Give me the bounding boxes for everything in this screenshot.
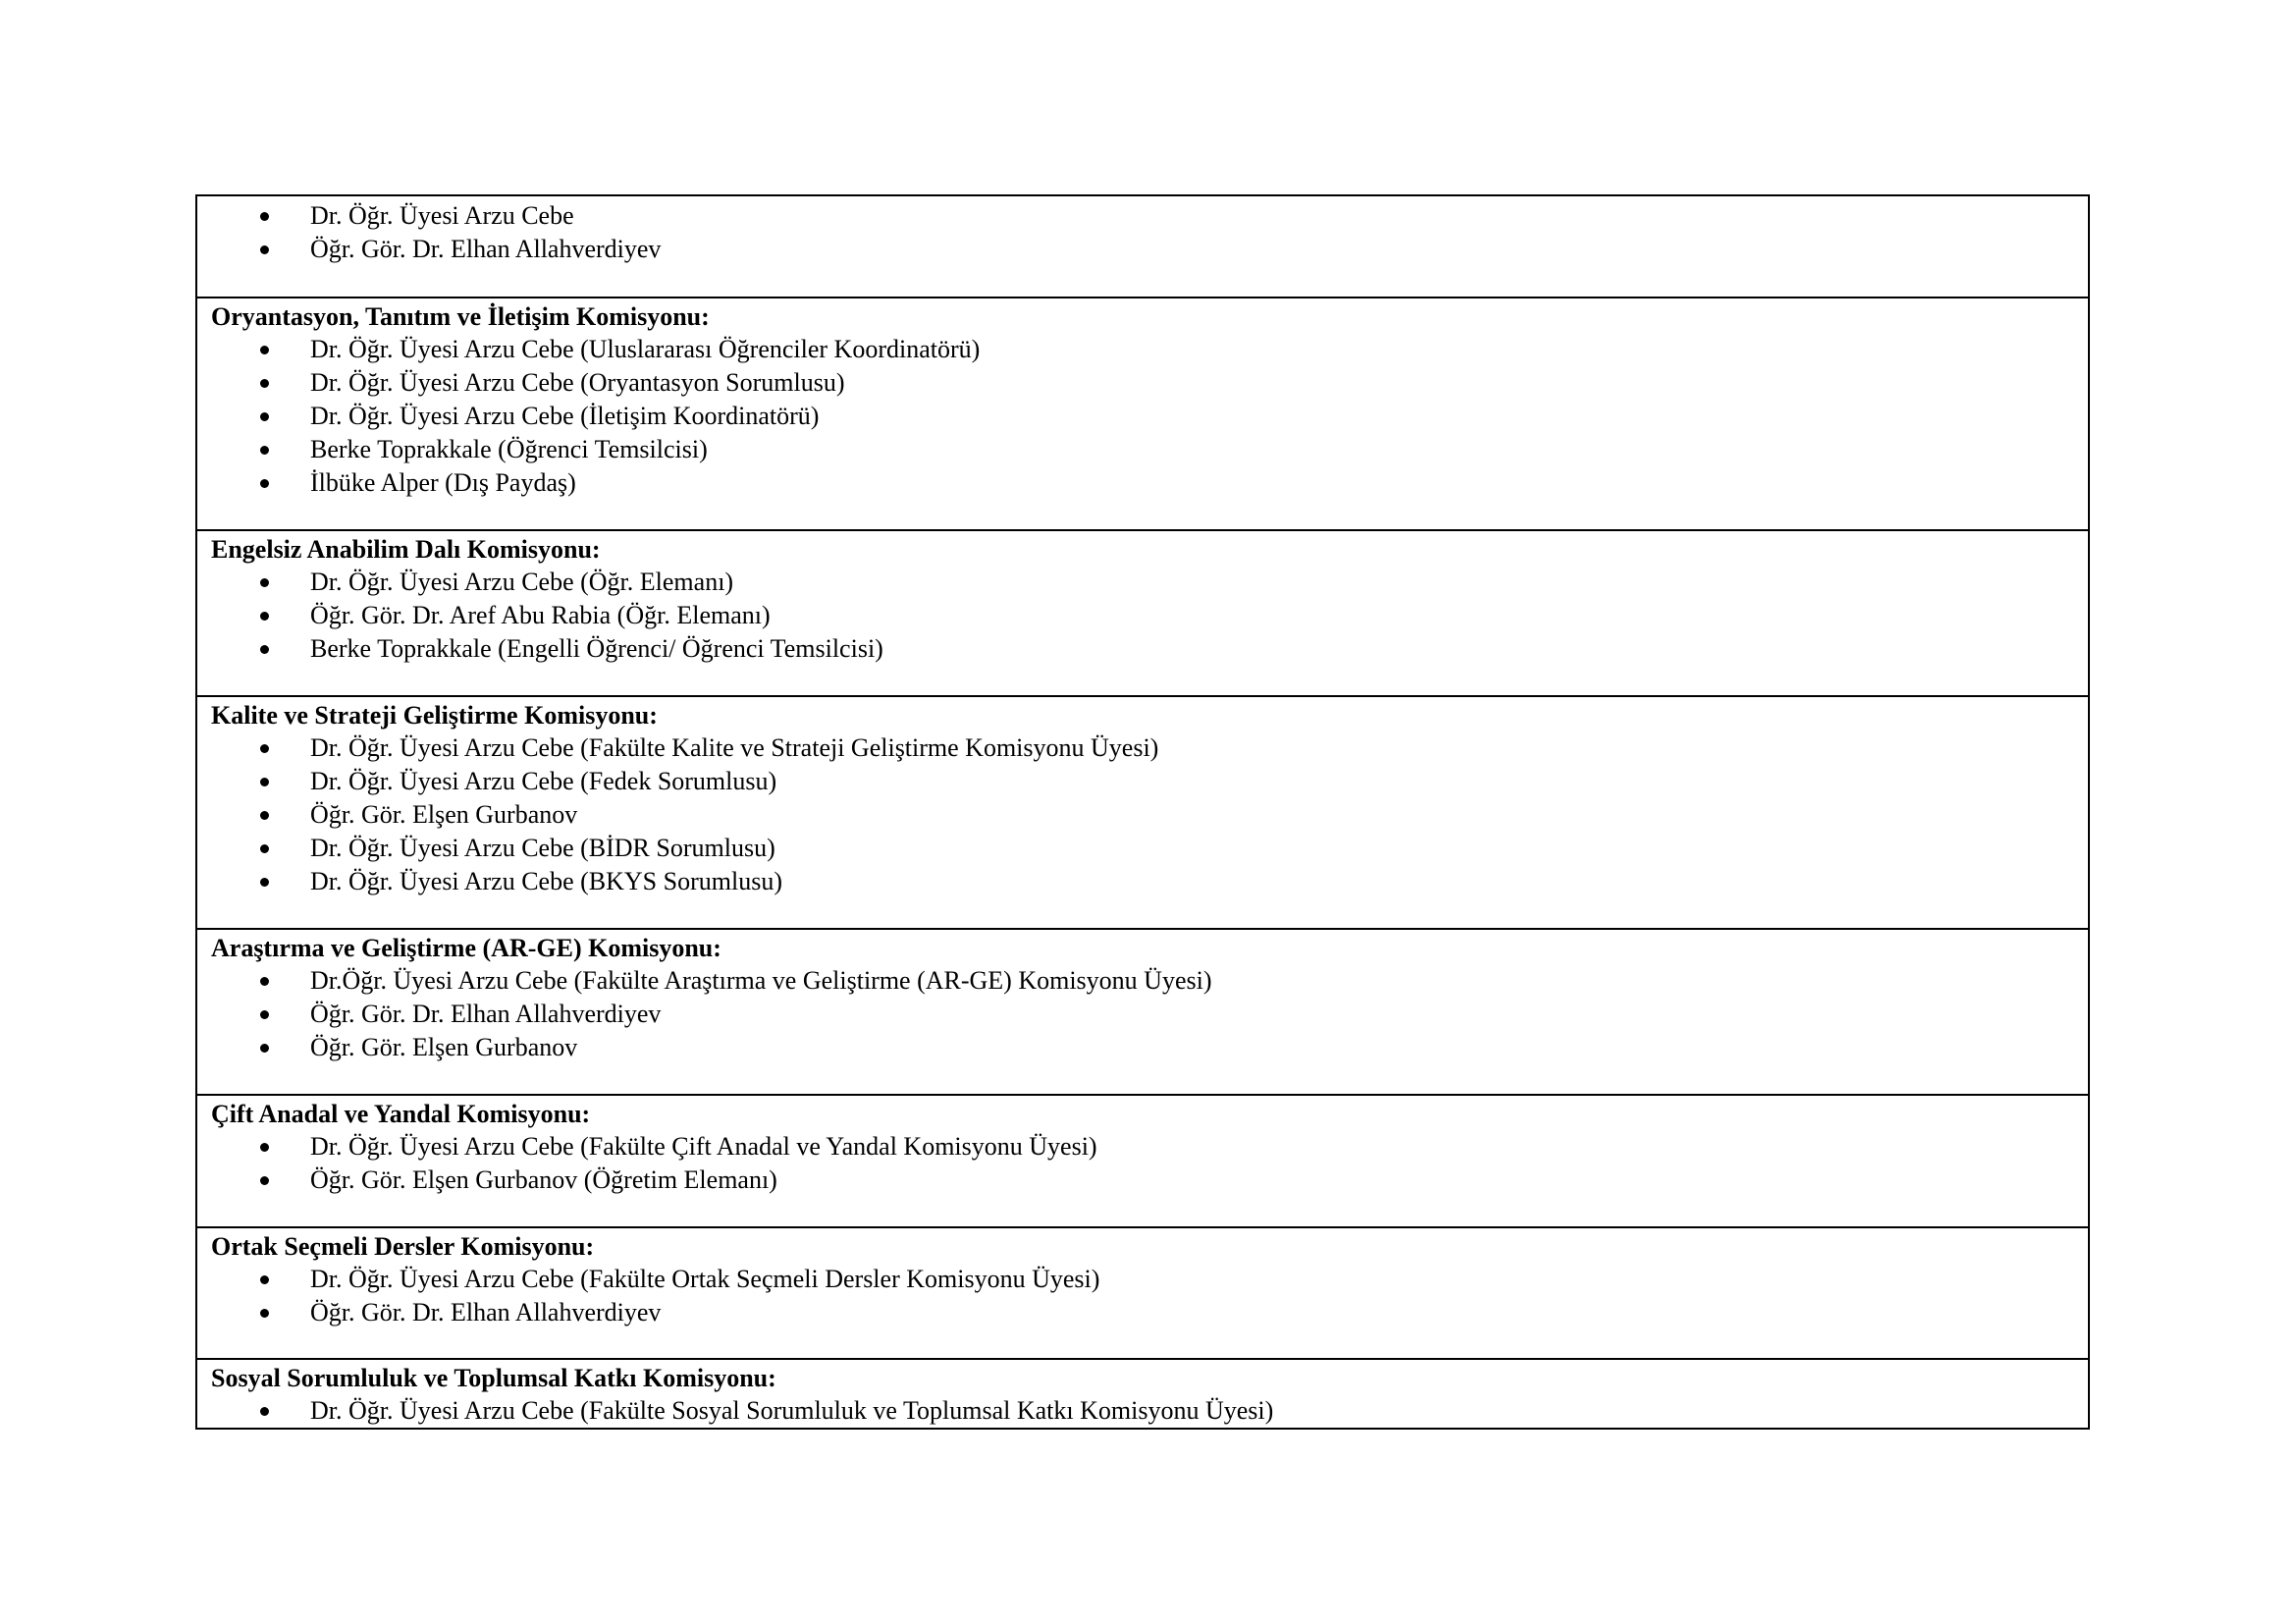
bullet-icon — [260, 1010, 269, 1019]
list-item — [211, 599, 2074, 632]
member-list — [211, 731, 2074, 898]
member-name: Dr. Öğr. Üyesi Arzu Cebe (Öğr. Elemanı) — [310, 568, 734, 596]
bullet-icon — [260, 1044, 269, 1053]
member-list — [211, 566, 2074, 666]
list-item — [211, 366, 2074, 400]
table-row — [196, 530, 2089, 696]
bullet-icon — [260, 1309, 269, 1318]
member-name: Dr. Öğr. Üyesi Arzu Cebe — [310, 201, 574, 230]
member-list — [211, 333, 2074, 500]
commission-cell-continuation — [196, 195, 2089, 298]
list-item — [211, 466, 2074, 500]
commission-cell-orientation — [196, 298, 2089, 530]
bullet-icon — [260, 212, 269, 221]
member-name: Dr. Öğr. Üyesi Arzu Cebe (BİDR Sorumlusu) — [310, 834, 775, 862]
table-row — [196, 696, 2089, 929]
bullet-icon — [260, 977, 269, 986]
member-name: Öğr. Gör. Dr. Elhan Allahverdiyev — [310, 1298, 662, 1326]
member-name: Berke Toprakkale (Öğrenci Temsilcisi) — [310, 435, 708, 463]
section-title: Çift Anadal ve Yandal Komisyonu: — [211, 1100, 591, 1128]
list-item — [211, 1164, 2074, 1197]
commission-cell-accessibility — [196, 530, 2089, 696]
list-item — [211, 798, 2074, 832]
section-title: Sosyal Sorumluluk ve Toplumsal Katkı Komisyonu: — [211, 1364, 776, 1392]
list-item — [211, 1263, 2074, 1296]
bullet-icon — [260, 744, 269, 753]
member-name: Dr. Öğr. Üyesi Arzu Cebe (BKYS Sorumlusu) — [310, 867, 782, 895]
section-title: Oryantasyon, Tanıtım ve İletişim Komisyonu: — [211, 302, 710, 331]
bullet-icon — [260, 412, 269, 421]
member-name: Dr. Öğr. Üyesi Arzu Cebe (Fakülte Sosyal Sorumluluk ve Toplumsal Katkı Komisyonu Üyesi) — [310, 1396, 1274, 1425]
commission-cell-social-responsibility — [196, 1359, 2089, 1429]
commission-cell-electives — [196, 1227, 2089, 1359]
member-name: İlbüke Alper (Dış Paydaş) — [310, 468, 576, 497]
list-item — [211, 233, 2074, 266]
bullet-icon — [260, 778, 269, 786]
list-item — [211, 199, 2074, 233]
bullet-icon — [260, 1176, 269, 1185]
table-row — [196, 298, 2089, 530]
table-row — [196, 1227, 2089, 1359]
list-item — [211, 865, 2074, 898]
bullet-icon — [260, 1407, 269, 1416]
table-row — [196, 1359, 2089, 1429]
bullet-icon — [260, 1275, 269, 1284]
list-item — [211, 400, 2074, 433]
member-name: Öğr. Gör. Elşen Gurbanov — [310, 1033, 578, 1061]
bullet-icon — [260, 578, 269, 587]
section-title: Ortak Seçmeli Dersler Komisyonu: — [211, 1232, 595, 1261]
section-title: Engelsiz Anabilim Dalı Komisyonu: — [211, 535, 601, 564]
section-title: Araştırma ve Geliştirme (AR-GE) Komisyonu: — [211, 934, 721, 962]
list-item — [211, 998, 2074, 1031]
bullet-icon — [260, 844, 269, 853]
list-item — [211, 1394, 2074, 1428]
member-list — [211, 199, 2074, 266]
bullet-icon — [260, 811, 269, 820]
bullet-icon — [260, 645, 269, 654]
bullet-icon — [260, 379, 269, 388]
commission-table — [195, 194, 2090, 1430]
member-list — [211, 964, 2074, 1064]
member-name: Öğr. Gör. Dr. Elhan Allahverdiyev — [310, 1000, 662, 1028]
list-item — [211, 765, 2074, 798]
commission-cell-quality — [196, 696, 2089, 929]
member-name: Dr. Öğr. Üyesi Arzu Cebe (Uluslararası Öğrenciler Koordinatörü) — [310, 335, 981, 363]
member-name: Dr. Öğr. Üyesi Arzu Cebe (Fedek Sorumlusu) — [310, 767, 777, 795]
bullet-icon — [260, 479, 269, 488]
table-row — [196, 929, 2089, 1095]
member-name: Öğr. Gör. Dr. Aref Abu Rabia (Öğr. Elemanı) — [310, 601, 771, 629]
list-item — [211, 731, 2074, 765]
list-item — [211, 964, 2074, 998]
list-item — [211, 433, 2074, 466]
member-name: Dr. Öğr. Üyesi Arzu Cebe (İletişim Koordinatörü) — [310, 402, 820, 430]
section-title: Kalite ve Strateji Geliştirme Komisyonu: — [211, 701, 658, 730]
member-name: Dr. Öğr. Üyesi Arzu Cebe (Oryantasyon Sorumlusu) — [310, 368, 845, 397]
member-list — [211, 1130, 2074, 1197]
member-name: Öğr. Gör. Elşen Gurbanov — [310, 800, 578, 829]
list-item — [211, 333, 2074, 366]
member-name: Berke Toprakkale (Engelli Öğrenci/ Öğrenci Temsilcisi) — [310, 634, 883, 663]
list-item — [211, 632, 2074, 666]
member-list — [211, 1394, 2074, 1428]
list-item — [211, 1130, 2074, 1164]
member-name: Dr.Öğr. Üyesi Arzu Cebe (Fakülte Araştırma ve Geliştirme (AR-GE) Komisyonu Üyesi) — [310, 966, 1212, 995]
bullet-icon — [260, 446, 269, 455]
table-row — [196, 1095, 2089, 1227]
list-item — [211, 1031, 2074, 1064]
member-name: Öğr. Gör. Elşen Gurbanov (Öğretim Elemanı) — [310, 1165, 777, 1194]
bullet-icon — [260, 612, 269, 621]
member-name: Dr. Öğr. Üyesi Arzu Cebe (Fakülte Çift Anadal ve Yandal Komisyonu Üyesi) — [310, 1132, 1097, 1161]
list-item — [211, 566, 2074, 599]
member-list — [211, 1263, 2074, 1329]
bullet-icon — [260, 245, 269, 254]
commission-cell-double-major — [196, 1095, 2089, 1227]
member-name: Dr. Öğr. Üyesi Arzu Cebe (Fakülte Kalite ve Strateji Geliştirme Komisyonu Üyesi) — [310, 733, 1159, 762]
list-item — [211, 832, 2074, 865]
table-row — [196, 195, 2089, 298]
bullet-icon — [260, 346, 269, 354]
member-name: Dr. Öğr. Üyesi Arzu Cebe (Fakülte Ortak Seçmeli Dersler Komisyonu Üyesi) — [310, 1265, 1100, 1293]
list-item — [211, 1296, 2074, 1329]
member-name: Öğr. Gör. Dr. Elhan Allahverdiyev — [310, 235, 662, 263]
bullet-icon — [260, 1143, 269, 1152]
bullet-icon — [260, 878, 269, 887]
commission-cell-research — [196, 929, 2089, 1095]
